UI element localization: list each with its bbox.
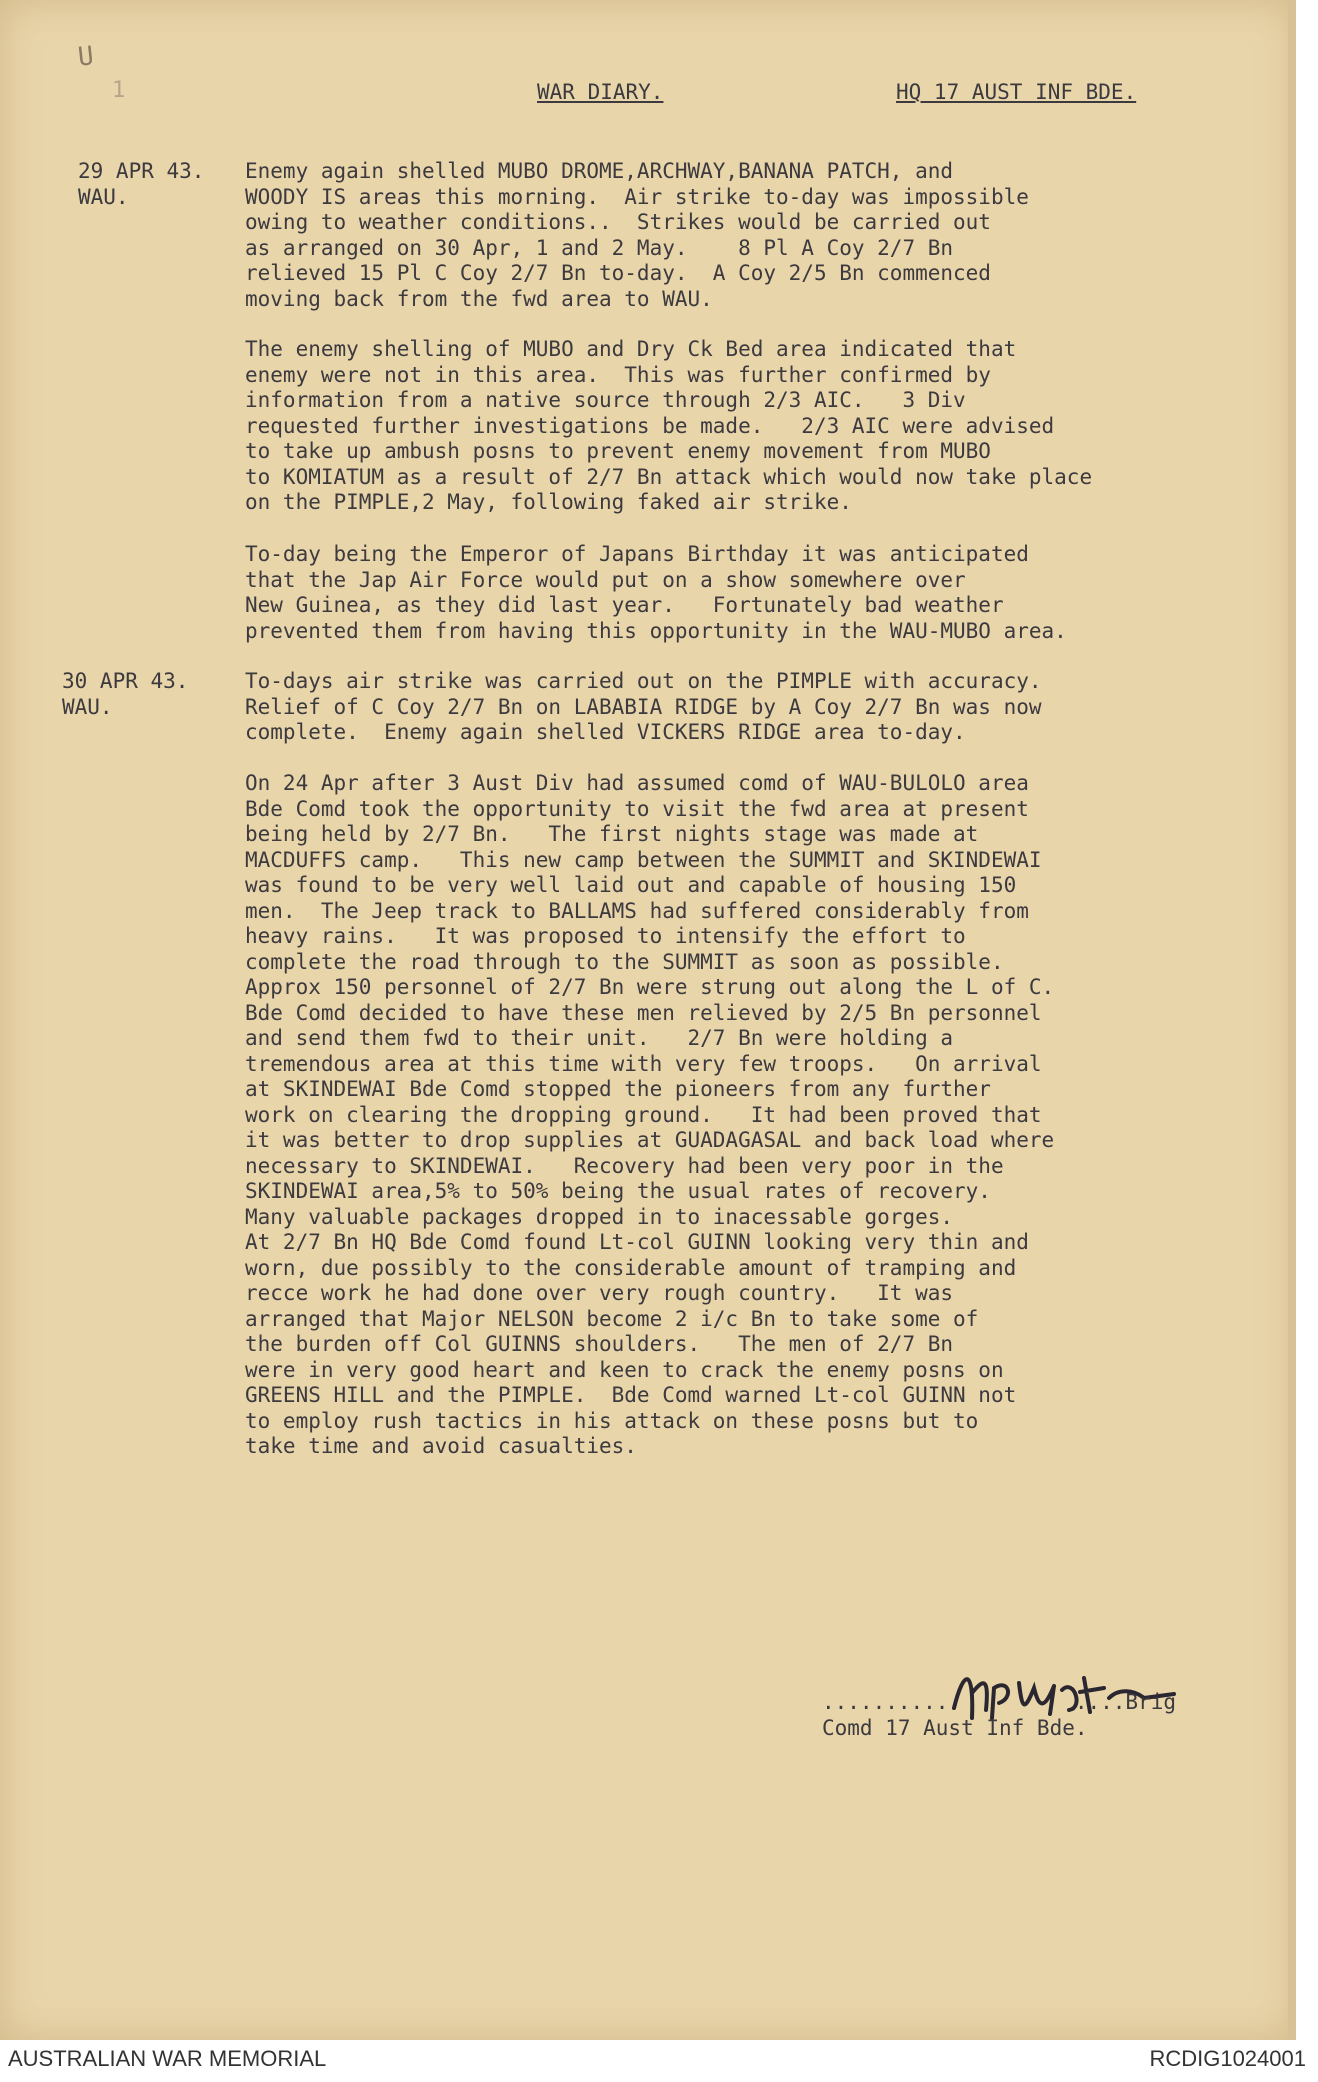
entry-29-apr-paragraph-1: Enemy again shelled MUBO DROME,ARCHWAY,BANANA PATCH, and WOODY IS areas this morning. Air strike to-day was impossible owing to weather conditions.. Strikes would be carried out as arranged on 30 Apr, 1 and 2 May. 8 Pl A Coy 2/7 Bn relieved 15 Pl C Coy 2/7 Bn to-day. A Coy 2/5 Bn commenced moving back from the fwd area to WAU. [245, 159, 1029, 311]
entry-30-apr-paragraph-2: On 24 Apr after 3 Aust Div had assumed comd of WAU-BULOLO area Bde Comd took the opportunity to visit the fwd area at present being held by 2/7 Bn. The first nights stage was made at MACDUFFS camp. This new camp between the SUMMIT and SKINDEWAI was found to be very well laid out and capable of housing 150 men. The Jeep track to BALLAMS had suffered considerably from heavy rains. It was proposed to intensify the effort to complete the road through to the SUMMIT as soon as possible. Approx 150 personnel of 2/7 Bn were strung out along the L of C. Bde Comd decided to have these men relieved by 2/5 Bn personnel and send them fwd to their unit. 2/7 Bn were holding a tremendous area at this time with very few troops. On arrival at SKINDEWAI Bde Comd stopped the pioneers from any further work on clearing the dropping ground. It had been proved that it was better to drop supplies at GUADAGASAL and back load where necessary to SKINDEWAI. Recovery had been very poor in the SKINDEWAI area,5% to 50% being the usual rates of recovery. Many valuable packages dropped in to inacessable gorges. At 2/7 Bn HQ Bde Comd found Lt-col GUINN looking very thin and worn, due possibly to the considerable amount of tramping and recce work he had done over very rough country. It was arranged that Major NELSON become 2 i/c Bn to take some of the burden off Col GUINNS shoulders. The men of 2/7 Bn were in very good heart and keen to crack the enemy posns on GREENS HILL and the PIMPLE. Bde Comd warned Lt-col GUINN not to employ rush tactics in his attack on these posns but to take time and avoid casualties. [245, 771, 1055, 1458]
unit-heading: HQ 17 AUST INF BDE. [896, 80, 1137, 104]
entry-date-30-apr: 30 APR 43. WAU. [62, 669, 189, 719]
entry-30-apr-paragraph-1: To-days air strike was carried out on the PIMPLE with accuracy. Relief of C Coy 2/7 Bn on LABABIA RIDGE by A Coy 2/7 Bn was now complete. Enemy again shelled VICKERS RIDGE area to-day. [245, 669, 1042, 744]
entry-29-apr-paragraph-2: The enemy shelling of MUBO and Dry Ck Bed area indicated that enemy were not in this area. This was further confirmed by information from a native source through 2/3 AIC. 3 Div requested further investigations be made. 2/3 AIC were advised to take up ambush posns to prevent enemy movement from MUBO to KOMIATUM as a result of 2/7 Bn attack which would now take place on the PIMPLE,2 May, following faked air strike. [245, 337, 1093, 514]
entry-date-29-apr: 29 APR 43. WAU. [78, 159, 205, 209]
entry-29-apr-paragraph-3: To-day being the Emperor of Japans Birthday it was anticipated that the Jap Air Force would put on a show somewhere over New Guinea, as they did last year. Fortunately bad weather prevented them from having this opportunity in the WAU-MUBO area. [245, 542, 1067, 643]
corner-pencil-mark: U [76, 41, 96, 73]
corner-faint-mark: 1 [112, 78, 126, 103]
signature-line: .......... ....Brig [822, 1690, 1177, 1714]
signature-role: Comd 17 Aust Inf Bde. [822, 1716, 1088, 1740]
archive-reference-id: RCDIG1024001 [1149, 2046, 1306, 2071]
diary-title: WAR DIARY. [537, 80, 664, 104]
archive-attribution: AUSTRALIAN WAR MEMORIAL [8, 2046, 327, 2071]
